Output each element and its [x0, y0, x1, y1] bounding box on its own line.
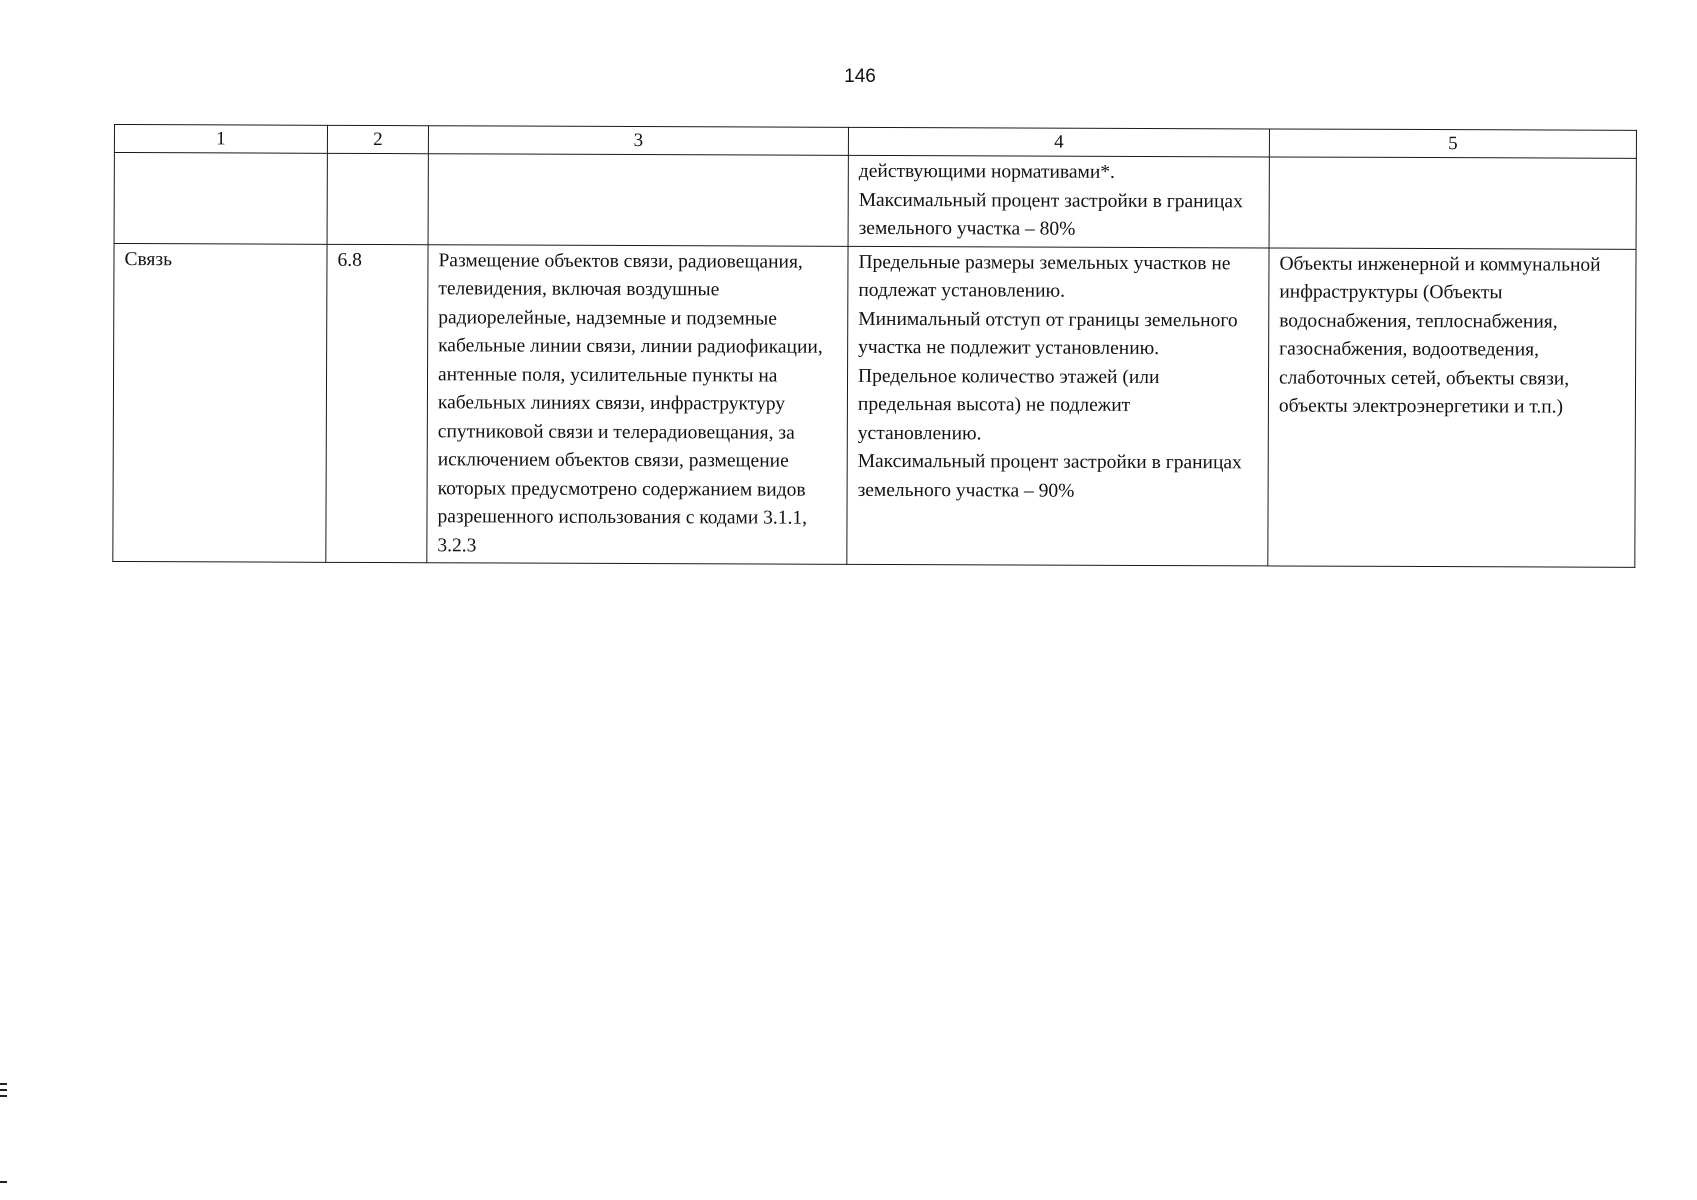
use-description-cell: Размещение объектов связи, радиовещания, телевидения, включая воздушные радиорелейные, надземные и подземные кабельные линии связи, линии радиофикации, антенные поля, усилительные пункты на кабельных линиях связи, инфраструктуру спутниковой связи и телерадиовещания, за исключением объектов связи, размещение которых предусмотрено содержанием видов разрешенного использования с кодами 3.1.1, 3.2.3	[427, 244, 848, 564]
header-cell-3: 3	[428, 126, 848, 156]
header-cell-1: 1	[114, 125, 327, 154]
scan-edge-mark	[0, 1095, 7, 1097]
auxiliary-uses-cell: Объекты инженерной и коммунальной инфраструктуры (Объекты водоснабжения, теплоснабжения, газоснабжения, водоотведения, слаботочных сетей, объекты связи, объекты электроэнергетики и т.п.)	[1268, 247, 1636, 567]
zoning-table	[112, 124, 1637, 568]
header-cell-5: 5	[1269, 129, 1636, 158]
use-name-cell: Связь	[113, 243, 327, 562]
table-row-continuation	[114, 153, 1636, 249]
continuation-cell-2	[327, 153, 428, 244]
continuation-cell-1	[114, 153, 327, 244]
header-cell-4: 4	[848, 127, 1269, 157]
table-row	[113, 243, 1636, 567]
scan-edge-mark	[0, 1181, 7, 1183]
limit-parameters-cell: Предельные размеры земельных участков не подлежат установлению. Минимальный отступ от границы земельного участка не подлежит установлению. Предельное количество этажей (или предельная высота) не подлежит установлению. Максимальный процент застройки в границах земельного участка – 90%	[847, 246, 1269, 566]
scan-edge-mark	[0, 1083, 7, 1085]
continuation-cell-5	[1269, 157, 1636, 249]
use-code-cell: 6.8	[326, 244, 428, 563]
header-cell-2: 2	[327, 125, 428, 153]
page-number: 146	[844, 66, 876, 87]
continuation-cell-3	[428, 154, 848, 246]
scan-edge-mark	[0, 1089, 7, 1091]
continuation-cell-4: действующими нормативами*. Максимальный процент застройки в границах земельного участка – 80%	[848, 155, 1269, 247]
